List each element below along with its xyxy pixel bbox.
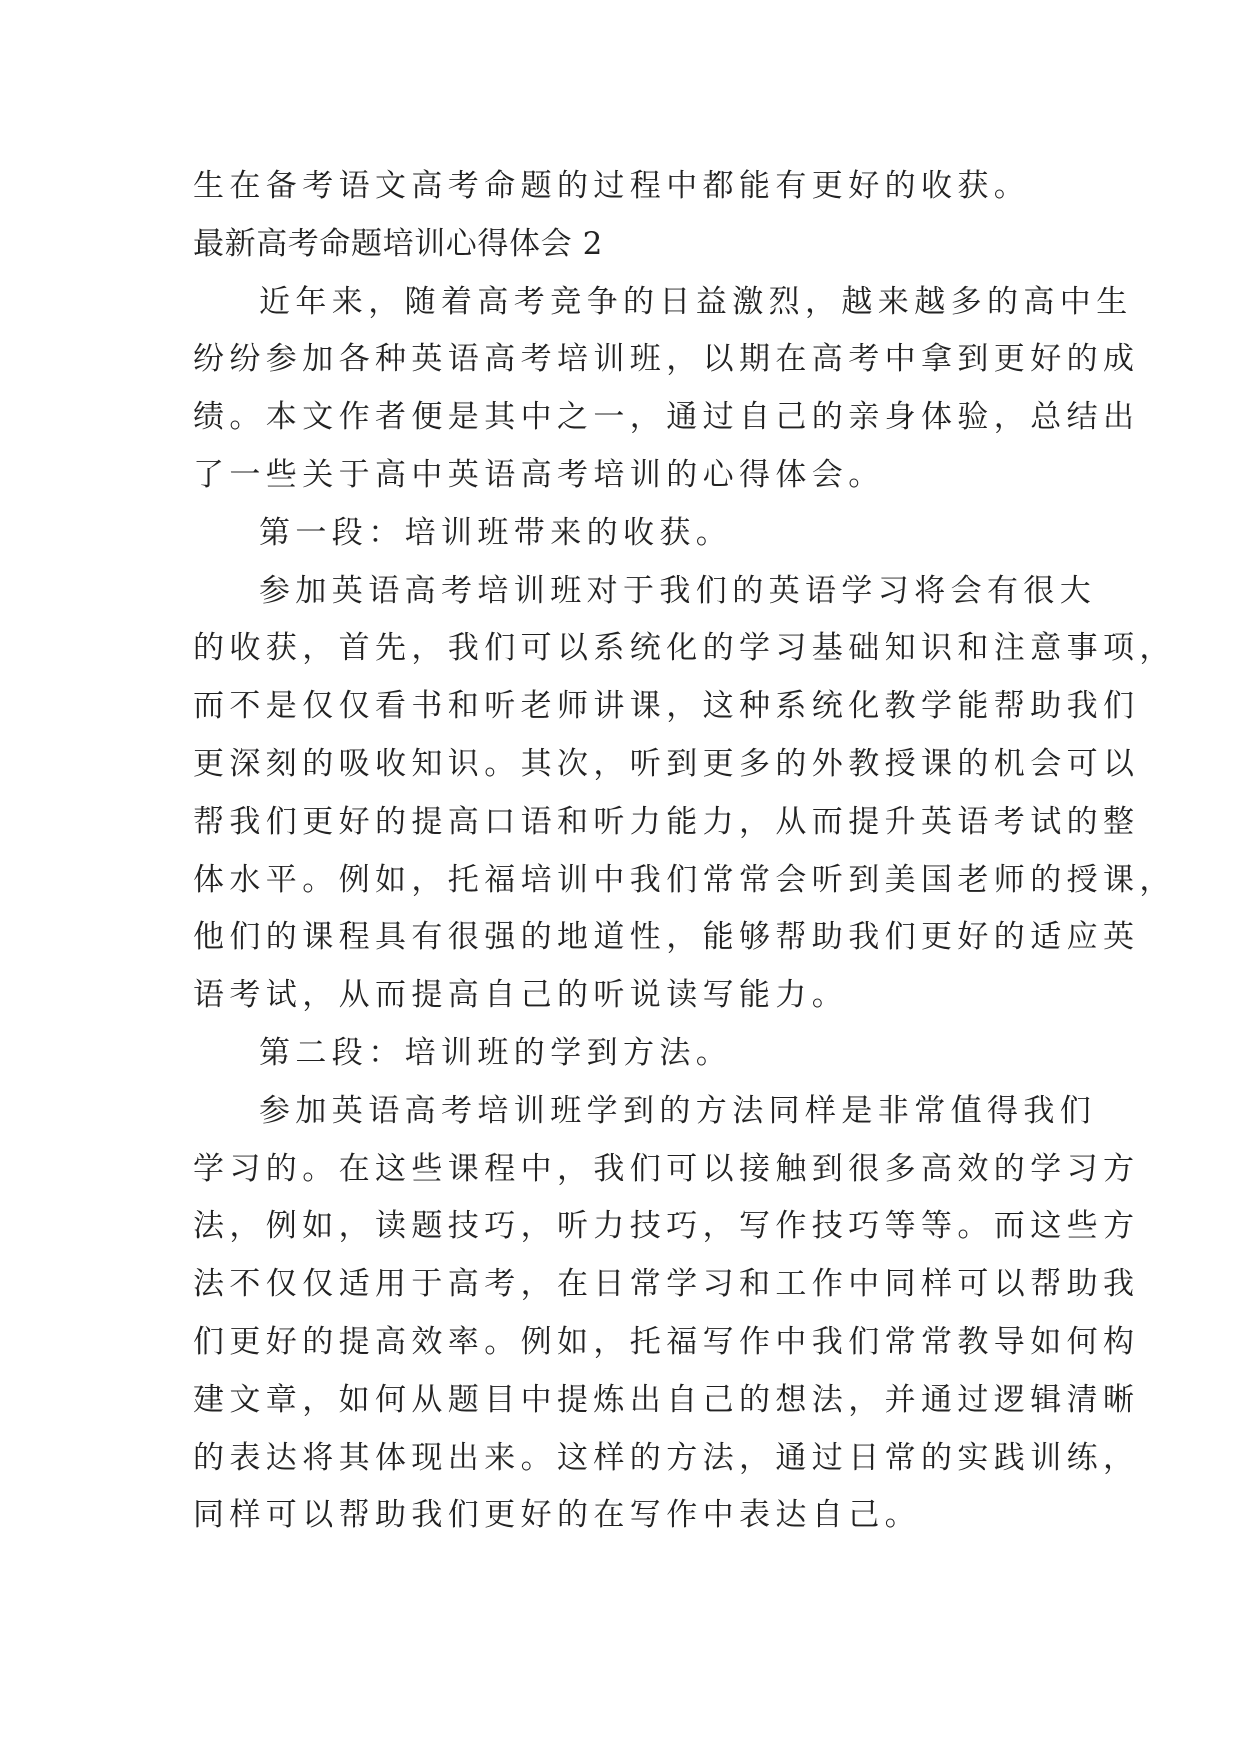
text-line: 纷纷参加各种英语高考培训班，以期在高考中拿到更好的成 (193, 341, 1140, 378)
text-line: 他们的课程具有很强的地道性，能够帮助我们更好的适应英 (193, 919, 1140, 956)
text-line: 参加英语高考培训班对于我们的英语学习将会有很大 (259, 572, 1097, 609)
text-line: 同样可以帮助我们更好的在写作中表达自己。 (193, 1497, 921, 1534)
text-line: 们更好的提高效率。例如，托福写作中我们常常教导如何构 (193, 1323, 1140, 1360)
section-heading: 最新高考命题培训心得体会 2 (193, 225, 603, 262)
text-line: 建文章，如何从题目中提炼出自己的想法，并通过逻辑清晰 (193, 1381, 1140, 1418)
text-line: 更深刻的吸收知识。其次，听到更多的外教授课的机会可以 (193, 745, 1140, 782)
text-line: 的收获，首先，我们可以系统化的学习基础知识和注意事项， (193, 630, 1176, 667)
text-line: 生在备考语文高考命题的过程中都能有更好的收获。 (193, 168, 1031, 204)
paragraph-heading: 第二段：培训班的学到方法。 (259, 1034, 733, 1071)
text-line: 了一些关于高中英语高考培训的心得体会。 (193, 456, 885, 493)
text-line: 的表达将其体现出来。这样的方法，通过日常的实践训练， (193, 1439, 1140, 1476)
text-line: 而不是仅仅看书和听老师讲课，这种系统化教学能帮助我们 (193, 688, 1140, 725)
text-line: 体水平。例如，托福培训中我们常常会听到美国老师的授课， (193, 861, 1176, 898)
text-line: 参加英语高考培训班学到的方法同样是非常值得我们 (259, 1092, 1097, 1129)
text-line: 语考试，从而提高自己的听说读写能力。 (193, 977, 849, 1014)
text-line: 近年来，随着高考竞争的日益激烈，越来越多的高中生 (259, 283, 1133, 320)
text-line: 法不仅仅适用于高考，在日常学习和工作中同样可以帮助我 (193, 1266, 1140, 1303)
paragraph-heading: 第一段：培训班带来的收获。 (259, 514, 733, 551)
text-line: 学习的。在这些课程中，我们可以接触到很多高效的学习方 (193, 1150, 1140, 1187)
text-line: 法，例如，读题技巧，听力技巧，写作技巧等等。而这些方 (193, 1208, 1140, 1245)
document-body (193, 158, 1176, 1545)
text-line: 绩。本文作者便是其中之一，通过自己的亲身体验，总结出 (193, 399, 1140, 436)
text-line: 帮我们更好的提高口语和听力能力，从而提升英语考试的整 (193, 803, 1140, 840)
